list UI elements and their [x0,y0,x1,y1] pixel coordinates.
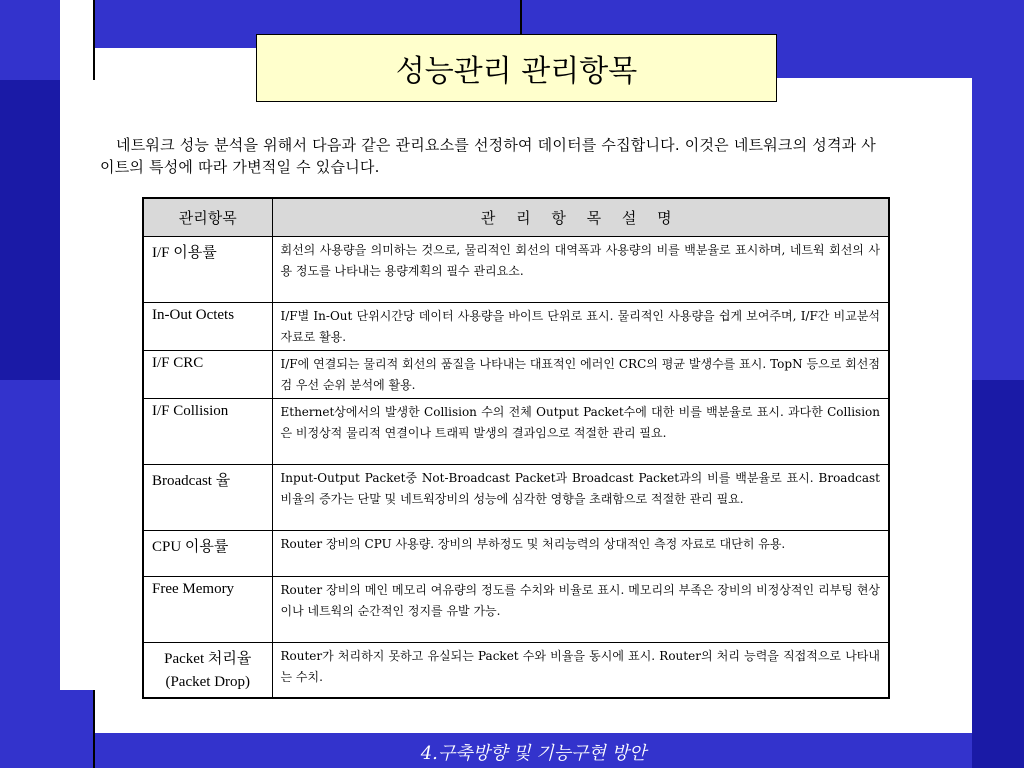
table-row [143,236,889,302]
table-row [143,464,889,530]
table-row [143,530,889,576]
frame-block-top-left-strip [0,0,60,80]
row-item: I/F CRC [143,350,272,398]
row-item: I/F 이용률 [143,236,272,302]
row-description: Ethernet상에서의 발생한 Collision 수의 전체 Output Packet수에 대한 비를 백분율로 표시. 과다한 Collision은 비정상적 물리적 연결이나 트래픽 발생의 결과임으로 적절한 관리 필요. [272,398,889,464]
frame-edge-left [93,0,95,80]
row-item-sub-label: (Packet Drop) [165,673,251,690]
slide-title: 성능관리 관리항목 [256,34,777,102]
frame-block-right-lower [972,380,1024,768]
table-row [143,350,889,398]
frame-block-top-far-right [972,0,1024,80]
row-item: CPU 이용률 [143,530,272,576]
row-description: Router가 처리하지 못하고 유실되는 Packet 수와 비율을 동시에 표시. Router의 처리 능력을 직접적으로 나타내는 수치. [272,642,889,698]
frame-block-right [972,80,1024,380]
frame-block-left [0,80,60,380]
row-description: Router 장비의 CPU 사용량. 장비의 부하정도 및 처리능력의 상대적인 측정 자료로 대단히 유용. [272,530,889,576]
frame-block-bottom-left [0,690,95,768]
table-row [143,642,889,698]
row-item: Free Memory [143,576,272,642]
frame-block-left-lower [0,380,60,690]
table-row [143,302,889,350]
row-item: In-Out Octets [143,302,272,350]
table-row [143,398,889,464]
row-description: 회선의 사용량을 의미하는 것으로, 물리적인 회선의 대역폭과 사용량의 비를 백분율로 표시하며, 네트웍 회선의 사용 정도를 나타내는 용량계획의 필수 관리요소. [272,236,889,302]
header-description: 관 리 항 목 설 명 [272,198,889,236]
row-item: I/F Collision [143,398,272,464]
management-items-table [142,197,890,699]
row-item-label: Packet 처리율 [164,650,252,667]
frame-block-upper-right [777,48,972,78]
intro-paragraph: 네트워크 성능 분석을 위해서 다음과 같은 관리요소를 선정하여 데이터를 수집합니다. 이것은 네트워크의 성격과 사이트의 특성에 따라 가변적일 수 있습니다. [100,136,876,176]
table-row [143,576,889,642]
header-item: 관리항목 [143,198,272,236]
row-description: I/F에 연결되는 물리적 회선의 품질을 나타내는 대표적인 에러인 CRC의 평균 발생수를 표시. TopN 등으로 회선점검 우선 순위 분석에 활용. [272,350,889,398]
row-description: I/F별 In-Out 단위시간당 데이터 사용량을 바이트 단위로 표시. 물리적인 사용량을 쉽게 보여주며, I/F간 비교분석 자료로 활용. [272,302,889,350]
row-description: Input-Output Packet중 Not-Broadcast Packet과 Broadcast Packet과의 비를 백분율로 표시. Broadcast 비율의 증가는 단말 및 네트웍장비의 성능에 심각한 영향을 초래함으로 적절한 관리 필요. [272,464,889,530]
row-item [143,642,272,698]
table-header-row [143,198,889,236]
row-description: Router 장비의 메인 메모리 여유량의 정도를 수치와 비율로 표시. 메모리의 부족은 장비의 비정상적인 리부팅 현상이나 네트웍의 순간적인 정지를 유발 가능. [272,576,889,642]
row-item: Broadcast 율 [143,464,272,530]
footer-section-title: 4.구축방향 및 기능구현 방안 [420,742,647,764]
